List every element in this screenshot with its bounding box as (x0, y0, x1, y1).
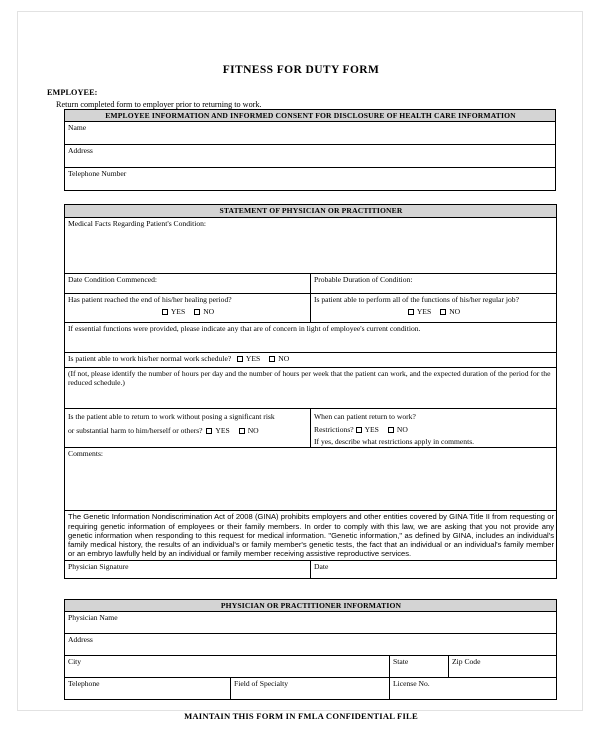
yes-label: YES (416, 306, 432, 316)
physician-signature-cell[interactable] (65, 560, 311, 578)
comments-cell[interactable] (65, 448, 557, 511)
return-to-work-cell (311, 408, 557, 448)
significant-risk-yesno-group (68, 421, 308, 435)
healing-period-no-checkbox[interactable] (194, 309, 200, 315)
table-row (65, 217, 557, 273)
table-row (65, 655, 557, 677)
physician-license-cell[interactable] (390, 677, 557, 699)
physician-state-cell[interactable] (390, 655, 449, 677)
medical-facts-label: Medical Facts Regarding Patient's Condition: (68, 218, 207, 228)
regular-job-yes-checkbox[interactable] (408, 309, 414, 315)
license-label: License No. (393, 678, 430, 688)
table-row (65, 599, 557, 611)
return-to-work-question: When can patient return to work? (314, 411, 416, 421)
physician-address-label: Address (68, 634, 93, 644)
no-label: NO (247, 425, 259, 435)
probable-duration-cell[interactable] (311, 273, 557, 293)
telephone-label: Telephone (68, 678, 100, 688)
physician-specialty-cell[interactable] (231, 677, 390, 699)
yes-label: YES (170, 306, 186, 316)
return-instruction-text: Return completed form to employer prior to returning to work. (56, 100, 262, 109)
table-row (65, 145, 556, 168)
table-row (65, 448, 557, 511)
employee-telephone-cell[interactable] (65, 168, 556, 191)
healing-period-question: Has patient reached the end of his/her healing period? (68, 294, 232, 304)
regular-job-no-checkbox[interactable] (440, 309, 446, 315)
table-row (65, 677, 557, 699)
gina-notice-text: The Genetic Information Nondiscrimination Act of 2008 (GINA) prohibits employers and other entities covered by GINA Title II from requesting or requiring genetic information of employees or their family members. In order to comply with this law, we are asking that you not provide any genetic information when responding to this request for medical information. "Genetic information," as defined by GINA, includes an individual's family medical history, the results of an individual's or family member's genetic tests, the fact that an individual or an individual's family member or an embryo lawfully held by an individual or family member receiving assistive reproductive services. (68, 512, 554, 559)
regular-job-cell (311, 293, 557, 322)
healing-period-yesno-group (68, 304, 308, 316)
restrictions-note: If yes, describe what restrictions apply in comments. (314, 437, 475, 446)
restrictions-no-checkbox[interactable] (388, 427, 394, 433)
significant-risk-yes-checkbox[interactable] (206, 428, 212, 434)
no-label: NO (449, 306, 461, 316)
gina-notice-cell (65, 511, 557, 560)
page-canvas (17, 11, 583, 721)
table-row (65, 168, 556, 191)
reduced-schedule-cell[interactable] (65, 367, 557, 408)
city-label: City (68, 656, 82, 666)
employee-address-label: Address (68, 146, 93, 156)
employee-address-cell[interactable] (65, 145, 556, 168)
significant-risk-question-line2: or substantial harm to him/herself or others? (68, 425, 203, 435)
state-label: State (393, 656, 409, 666)
employee-information-table (64, 109, 556, 191)
comments-label: Comments: (68, 449, 104, 459)
physician-name-cell[interactable] (65, 611, 557, 633)
footer-note: MAINTAIN THIS FORM IN FMLA CONFIDENTIAL FILE (184, 710, 418, 721)
employee-telephone-label: Telephone Number (68, 169, 127, 179)
no-label: NO (396, 424, 408, 434)
section-spacer (47, 191, 555, 204)
essential-functions-cell[interactable] (65, 322, 557, 352)
physician-zip-cell[interactable] (449, 655, 557, 677)
regular-job-question: Is patient able to perform all of the functions of his/her regular job? (314, 294, 519, 304)
essential-functions-note: If essential functions were provided, please indicate any that are of concern in light of employee's current condition. (68, 323, 421, 333)
table-row (65, 293, 557, 322)
table-row (65, 122, 556, 145)
physician-telephone-cell[interactable] (65, 677, 231, 699)
table-row (65, 408, 557, 448)
normal-schedule-cell (65, 352, 557, 367)
reduced-schedule-note: (If not, please identify the number of hours per day and the number of hours per week that the patient can work, and the expected duration of the period for the reduced schedule.) (68, 368, 551, 387)
yes-label: YES (215, 425, 230, 435)
employee-section-label: EMPLOYEE: (47, 88, 98, 97)
physician-city-cell[interactable] (65, 655, 390, 677)
no-label: NO (203, 306, 215, 316)
healing-period-cell (65, 293, 311, 322)
physician-statement-table (64, 204, 557, 578)
table-row (65, 352, 557, 367)
yes-label: YES (364, 424, 379, 434)
healing-period-yes-checkbox[interactable] (162, 309, 168, 315)
document-body (47, 12, 555, 721)
signature-date-cell[interactable] (311, 560, 557, 578)
table-row (65, 511, 557, 560)
physician-statement-header: STATEMENT OF PHYSICIAN OR PRACTITIONER (65, 205, 557, 217)
date-commenced-cell[interactable] (65, 273, 311, 293)
no-label: NO (278, 353, 290, 363)
zip-label: Zip Code (452, 656, 481, 666)
significant-risk-cell (65, 408, 311, 448)
physician-signature-label: Physician Signature (68, 561, 129, 571)
yes-label: YES (245, 353, 261, 363)
restrictions-yes-checkbox[interactable] (356, 427, 362, 433)
date-commenced-label: Date Condition Commenced: (68, 274, 158, 284)
table-row (65, 633, 557, 655)
physician-address-cell[interactable] (65, 633, 557, 655)
specialty-label: Field of Specialty (234, 678, 288, 688)
regular-job-yesno-group (314, 304, 554, 316)
table-row (65, 110, 556, 122)
normal-schedule-no-checkbox[interactable] (269, 356, 275, 362)
table-row (65, 560, 557, 578)
table-row (65, 273, 557, 293)
physician-info-header: PHYSICIAN OR PRACTITIONER INFORMATION (65, 599, 557, 611)
physician-name-label: Physician Name (68, 612, 118, 622)
employee-name-cell[interactable] (65, 122, 556, 145)
restrictions-yesno-group (314, 421, 554, 434)
table-row (65, 611, 557, 633)
normal-schedule-yesno-group (233, 354, 289, 363)
normal-schedule-question: Is patient able to work his/her normal work schedule? (68, 353, 232, 363)
table-row (65, 367, 557, 408)
restrictions-label: Restrictions? (314, 424, 354, 434)
physician-information-table (64, 599, 557, 700)
table-row (65, 322, 557, 352)
significant-risk-question-line1: Is the patient able to return to work without posing a significant risk (68, 411, 275, 421)
medical-facts-cell[interactable] (65, 217, 557, 273)
normal-schedule-yes-checkbox[interactable] (237, 356, 243, 362)
date-label: Date (314, 561, 329, 571)
section-spacer (47, 579, 555, 599)
page-title: FITNESS FOR DUTY FORM (222, 64, 380, 76)
employee-section-header: EMPLOYEE INFORMATION AND INFORMED CONSENT FOR DISCLOSURE OF HEALTH CARE INFORMATION (65, 110, 556, 122)
probable-duration-label: Probable Duration of Condition: (314, 274, 413, 284)
significant-risk-no-checkbox[interactable] (239, 428, 245, 434)
employee-name-label: Name (68, 123, 87, 133)
table-row (65, 205, 557, 217)
